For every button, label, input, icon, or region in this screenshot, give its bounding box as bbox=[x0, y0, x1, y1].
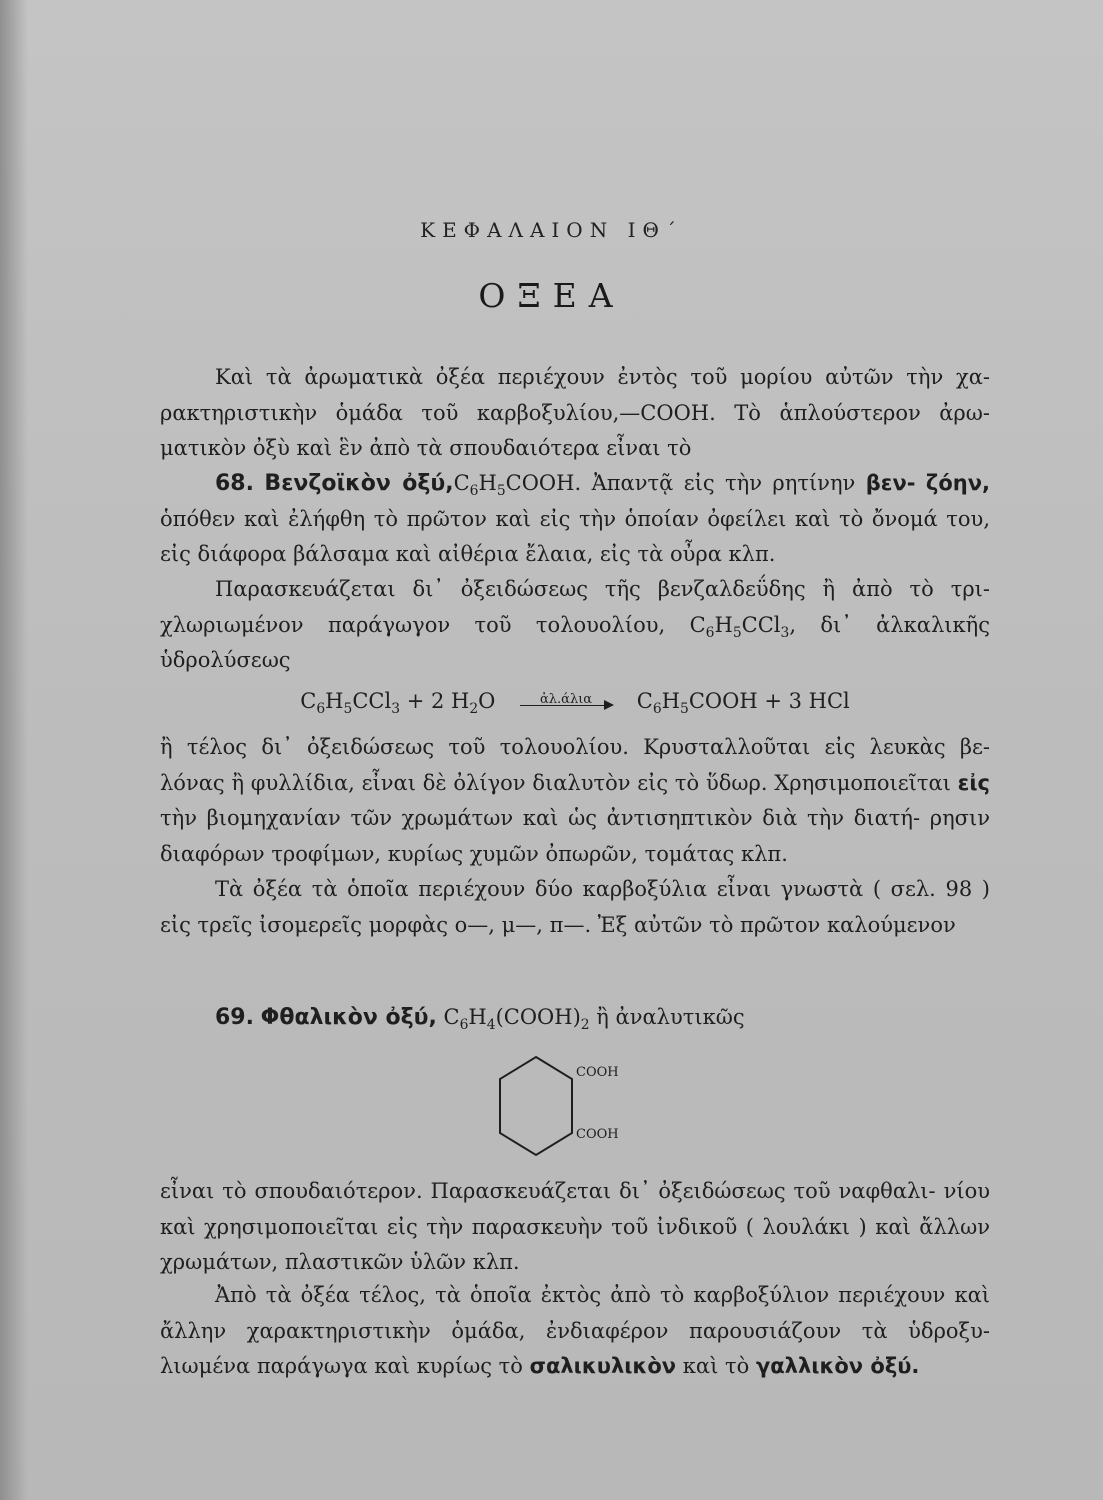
formula-sub: 5 bbox=[732, 624, 742, 641]
section-text: Ἀπαντᾷ εἰς τὴν ρητίνην bbox=[591, 471, 856, 495]
benzene-ring-icon bbox=[496, 1053, 576, 1163]
bold-term: βεν- bbox=[865, 471, 916, 495]
equation-term: + 3 HCl bbox=[764, 689, 850, 713]
preparation-paragraph bbox=[160, 572, 990, 679]
after-ring-text: εἶναι τὸ σπουδαιότερον. Παρασκευάζεται δι᾽ ὀξειδώσεως τοῦ ναφθαλι- νίου καὶ χρησιμοποιεῖται εἰς τὴν παρασκευὴν τοῦ ἰνδικοῦ ( λουλάκι ) καὶ ἄλλων χρωμάτων, πλαστικῶν ὑλῶν κλπ. bbox=[160, 1179, 990, 1274]
chapter-title: ΟΞΕΑ bbox=[478, 276, 625, 315]
section-title: Βενζοϊκὸν ὀξύ, bbox=[264, 471, 454, 496]
formula-rest: COOH bbox=[688, 689, 758, 713]
ring-label-bottom: COOH bbox=[576, 1127, 619, 1142]
formula-h: H bbox=[661, 689, 680, 713]
formula-c: C bbox=[443, 1005, 460, 1029]
final-paragraph bbox=[160, 1278, 990, 1385]
formula-sub: 6 bbox=[705, 624, 715, 641]
bold-term: σαλικυλικὸν bbox=[529, 1354, 677, 1378]
section-68 bbox=[160, 466, 990, 573]
formula-h: H bbox=[478, 471, 497, 495]
formula-group: (COOH) bbox=[495, 1005, 581, 1029]
intro-paragraph bbox=[160, 360, 990, 467]
formula-sub: 6 bbox=[469, 483, 479, 500]
bold-term: γαλλικὸν ὀξύ. bbox=[755, 1354, 920, 1378]
formula-c: C bbox=[636, 689, 653, 713]
formula-sub: 3 bbox=[391, 701, 401, 718]
formula-rest: COOH. bbox=[505, 471, 582, 495]
dicarboxylic-paragraph bbox=[160, 872, 990, 943]
intro-line-2: ρακτηριστικὴν ὁμάδα τοῦ καρβοξυλίου,—COOH. Τὸ ἁπλούστερον ἀρω- bbox=[160, 400, 990, 425]
formula-sub: 5 bbox=[343, 701, 353, 718]
formula-sub: 6 bbox=[316, 701, 326, 718]
continuation-paragraph bbox=[160, 730, 990, 872]
formula-h: H bbox=[714, 612, 733, 637]
arrow-icon bbox=[520, 705, 612, 706]
phthalic-acid-structure bbox=[496, 1053, 656, 1163]
formula-ccl: CCl bbox=[741, 612, 781, 637]
reaction-arrow bbox=[520, 692, 612, 707]
formula-h: H bbox=[468, 1005, 487, 1029]
formula-sub: 6 bbox=[459, 1017, 469, 1034]
formula-c: C bbox=[300, 689, 317, 713]
bold-term: ζόην, bbox=[925, 471, 990, 495]
formula-sub: 4 bbox=[486, 1017, 496, 1034]
intro-line-1: Καὶ τὰ ἀρωματικὰ ὀξέα περιέχουν ἐντὸς τοῦ μορίου αὐτῶν τὴν χα- bbox=[215, 365, 990, 389]
formula-sub: 2 bbox=[580, 1017, 590, 1034]
section-text: ἢ ἀναλυτικῶς bbox=[596, 1005, 745, 1029]
prep-text: Παρασκευάζεται δι᾽ ὀξειδώσεως τῆς βενζαλδεΰδης ἢ ἀπὸ τὸ τρι- χλωριωμένον παράγωγον τοῦ τολουολίου, C bbox=[160, 577, 990, 637]
final-text: Ἀπὸ τὰ ὀξέα τέλος, τὰ ὁποῖα ἐκτὸς ἀπὸ τὸ καρβοξύλιον περιέχουν καὶ ἄλλην χαρακτηριστικὴν ὁμάδα, ἐνδιαφέρον παρουσιάζουν τὰ ὑδροξυ- λιωμένα παράγωγα καὶ κυρίως τὸ bbox=[160, 1283, 990, 1378]
section-text: ὁπόθεν καὶ ἐλήφθη τὸ πρῶτον καὶ εἰς τὴν ὁποίαν ὀφείλει καὶ τὸ ὄνομά του, εἰς διάφορα βάλσαμα καὶ αἰθέρια ἔλαια, εἰς τὰ οὖρα κλπ. bbox=[160, 506, 990, 566]
formula-h: H bbox=[325, 689, 344, 713]
dicarboxylic-text: Τὰ ὀξέα τὰ ὁποῖα περιέχουν δύο καρβοξύλια εἶναι γνωστὰ ( σελ. 98 ) εἰς τρεῖς ἰσομερεῖς μορφὰς ο—, μ—, π—. Ἐξ αὐτῶν τὸ πρῶτον καλούμενον bbox=[160, 877, 990, 937]
formula-sub: 3 bbox=[780, 624, 790, 641]
equation-term: O bbox=[478, 689, 496, 713]
formula-c: C bbox=[453, 471, 470, 495]
equation-term: + 2 H bbox=[406, 689, 470, 713]
intro-line-3: ματικὸν ὀξὺ καὶ ἓν ἀπὸ τὰ σπουδαιότερα εἶναι τὸ bbox=[160, 436, 692, 460]
formula-ccl: CCl bbox=[352, 689, 392, 713]
formula-sub: 5 bbox=[679, 701, 689, 718]
bold-term: εἰς bbox=[957, 770, 990, 795]
section-69 bbox=[160, 1000, 990, 1035]
arrow-label: ἀλ.άλια bbox=[540, 692, 593, 707]
final-text: καὶ τὸ bbox=[682, 1354, 750, 1378]
prep-text: , δι᾽ ἀλκαλικῆς ὑδρολύσεως bbox=[160, 612, 990, 672]
chapter-heading: ΚΕΦΑΛΑΙΟΝ ΙΘ΄ bbox=[420, 218, 683, 242]
after-ring-paragraph bbox=[160, 1174, 990, 1281]
section-number: 68. bbox=[215, 471, 254, 496]
formula-sub: 5 bbox=[496, 483, 506, 500]
chemical-equation bbox=[160, 676, 990, 726]
formula-sub: 2 bbox=[469, 701, 479, 718]
formula-sub: 6 bbox=[652, 701, 662, 718]
ring-label-top: COOH bbox=[576, 1065, 619, 1080]
cont-text: ἢ τέλος δι᾽ ὀξειδώσεως τοῦ τολουολίου. Κρυσταλλοῦται εἰς λευκὰς βε- λόνας ἢ φυλλίδια, εἶναι δὲ ὀλίγον διαλυτὸν εἰς τὸ ὕδωρ. Χρησιμοποιεῖται bbox=[160, 735, 990, 795]
section-title: Φθαλικὸν ὀξύ, bbox=[260, 1005, 437, 1030]
cont-text: τὴν βιομηχανίαν τῶν χρωμάτων καὶ ὡς ἀντισηπτικὸν διὰ τὴν διατή- ρησιν διαφόρων τροφίμων, κυρίως χυμῶν ὀπωρῶν, τομάτας κλπ. bbox=[160, 806, 990, 866]
section-number: 69. bbox=[215, 1005, 254, 1030]
